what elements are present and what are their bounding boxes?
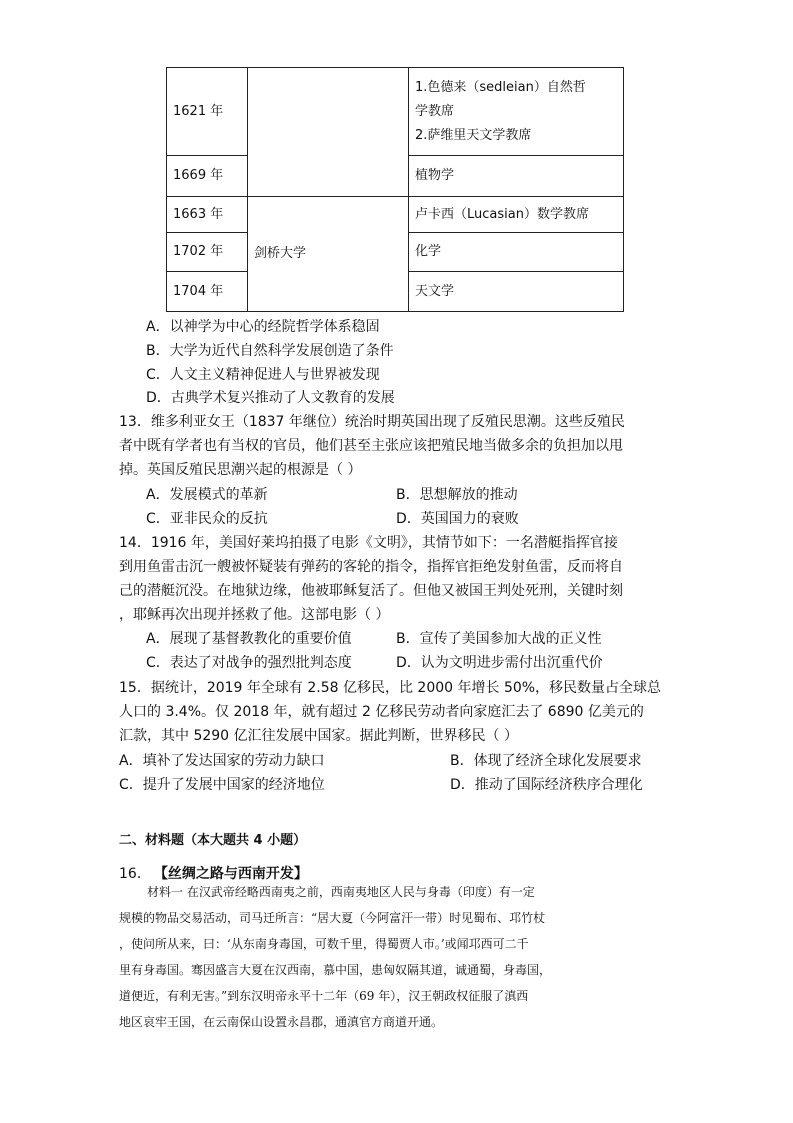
table-cell-subject bbox=[409, 68, 624, 156]
q14-option-b: B．宣传了美国参加大战的正义性 bbox=[396, 631, 602, 647]
subject-line: 1.色德来（sedleian）自然哲 bbox=[415, 79, 586, 95]
q14-stem-line: 到用鱼雷击沉一艘被怀疑装有弹药的客轮的指令，指挥官拒绝发射鱼雷，反而将自 bbox=[119, 559, 623, 575]
table-cell-year: 1704 年 bbox=[167, 272, 248, 312]
table-cell-year: 1663 年 bbox=[167, 197, 248, 233]
q12-option-d: D．古典学术复兴推动了人文教育的发展 bbox=[146, 390, 395, 406]
q12-option-b: B．大学为近代自然科学发展创造了条件 bbox=[146, 343, 394, 359]
q13-option-a: A．发展模式的革新 bbox=[146, 487, 268, 503]
q15-stem-line: 15．据统计，2019 年全球有 2.58 亿移民，比 2000 年增长 50%，移民数量占全球总 bbox=[119, 680, 662, 696]
table-cell-subject: 化学 bbox=[409, 233, 624, 272]
material-line: 里有身毒国。骞因盛言大夏在汉西南，慕中国，患匈奴隔其道，诚通蜀，身毒国， bbox=[119, 963, 552, 977]
q14-stem-line: ，耶稣再次出现并拯救了他。这部电影（ ） bbox=[119, 607, 390, 623]
table-cell-year: 1702 年 bbox=[167, 233, 248, 272]
q14-option-a: A．展现了基督教教化的重要价值 bbox=[146, 631, 352, 647]
q16-heading bbox=[119, 864, 308, 884]
q15-option-a: A．填补了发达国家的劳动力缺口 bbox=[119, 753, 325, 769]
q15-stem-line: 人口的 3.4%。仅 2018 年，就有超过 2 亿移民劳动者向家庭汇去了 6890 亿美元的 bbox=[119, 704, 644, 720]
subject-table bbox=[166, 67, 624, 312]
q13-stem-line: 者中既有学者也有当权的官员，他们甚至主张应该把殖民地当做多余的负担加以甩 bbox=[119, 438, 623, 454]
q14-option-c: C．表达了对战争的强烈批判态度 bbox=[146, 655, 352, 671]
q13-option-b: B．思想解放的推动 bbox=[396, 487, 518, 503]
table-cell-subject: 卢卡西（Lucasian）数学教席 bbox=[409, 197, 624, 233]
material-line: 材料一 在汉武帝经略西南夷之前，西南夷地区人民与身毒（印度）有一定 bbox=[147, 885, 535, 899]
material-line: 规模的物品交易活动，司马迁所言：“居大夏（今阿富汗一带）时见蜀布、邛竹杖 bbox=[119, 911, 546, 925]
table-cell-university bbox=[248, 68, 409, 197]
q12-option-c: C．人文主义精神促进人与世界被发现 bbox=[146, 367, 380, 383]
q14-stem-line: 14．1916 年，美国好莱坞拍摄了电影《文明》，其情节如下：一名潜艇指挥官接 bbox=[119, 535, 618, 551]
q16-number: 16． bbox=[119, 866, 151, 882]
table-cell-university: 剑桥大学 bbox=[248, 197, 409, 312]
q16-title: 【丝绸之路与西南开发】 bbox=[160, 866, 308, 882]
q15-option-c: C．提升了发展中国家的经济地位 bbox=[119, 777, 325, 793]
table-cell-subject: 植物学 bbox=[409, 156, 624, 197]
subject-line: 2.萨维里天文学教席 bbox=[415, 127, 532, 143]
q15-option-d: D．推动了国际经济秩序合理化 bbox=[450, 777, 643, 793]
material-line: ，使问所从来，曰：‘从东南身毒国，可数千里，得蜀贾人市。’或闻邛西可二千 bbox=[119, 937, 529, 951]
section-title: 二、材料题（本大题共 4 小题） bbox=[119, 833, 307, 848]
table-cell-subject: 天文学 bbox=[409, 272, 624, 312]
q13-option-c: C．亚非民众的反抗 bbox=[146, 511, 268, 527]
material-line: 道便近，有利无害。”到东汉明帝永平十二年（69 年），汉王朝政权征服了滇西 bbox=[119, 989, 529, 1003]
q14-option-d: D．认为文明进步需付出沉重代价 bbox=[396, 655, 603, 671]
q15-stem-line: 汇款，其中 5290 亿汇往发展中国家。据此判断，世界移民（ ） bbox=[119, 728, 518, 744]
subject-line: 学教席 bbox=[415, 103, 455, 119]
q12-option-a: A．以神学为中心的经院哲学体系稳固 bbox=[146, 319, 380, 335]
table-cell-year: 1669 年 bbox=[167, 156, 248, 197]
q14-stem-line: 己的潜艇沉没。在地狱边缘，他被耶稣复活了。但他又被国王判处死刑，关键时刻 bbox=[119, 583, 623, 599]
q13-stem-line: 13．维多利亚女王（1837 年继位）统治时期英国出现了反殖民思潮。这些反殖民 bbox=[119, 414, 625, 430]
table-cell-year: 1621 年 bbox=[167, 68, 248, 156]
material-line: 地区哀牢王国，在云南保山设置永昌郡，通滇官方商道开通。 bbox=[119, 1015, 444, 1029]
q15-option-b: B．体现了经济全球化发展要求 bbox=[450, 753, 642, 769]
q13-stem-line: 掉。英国反殖民思潮兴起的根源是（ ） bbox=[119, 462, 362, 478]
q13-option-d: D．英国国力的衰败 bbox=[396, 511, 519, 527]
